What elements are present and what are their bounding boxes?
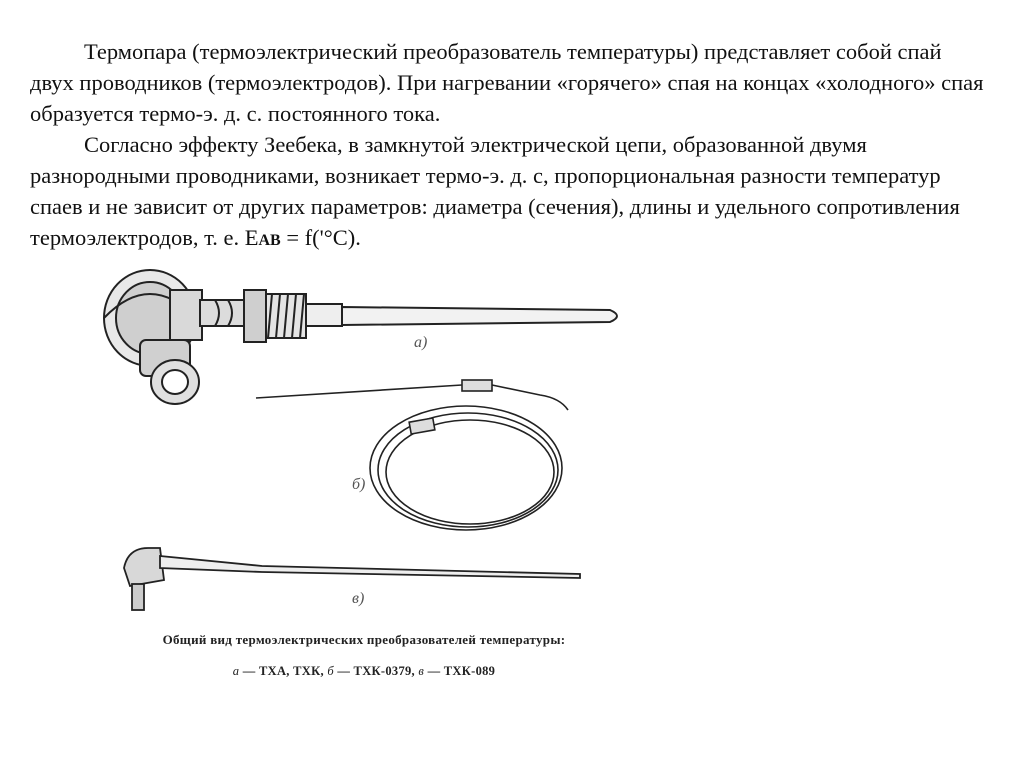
caption-a-letter: а	[232, 664, 240, 678]
label-v: в)	[352, 590, 365, 607]
caption-v-text: — ТХК-089	[424, 664, 496, 678]
main-text	[30, 36, 990, 256]
label-b: б)	[352, 476, 366, 493]
caption-a-text: — ТХА, ТХК,	[239, 664, 328, 678]
formula-subscript: AB	[258, 232, 281, 249]
label-a: а)	[414, 334, 428, 351]
figure-caption-title: Общий вид термоэлектрических преобразователей температуры:	[162, 632, 566, 647]
figure-caption-legend	[104, 664, 624, 679]
thermocouple-b-drawing	[256, 380, 568, 530]
paragraph-2	[30, 129, 990, 256]
paragraph-2-main: Согласно эффекту Зеебека, в замкнутой электрической цепи, образованной двумя разнородными проводниками, возникает термо-э. д. с, пропорциональная разности температур спаев и не зависит от других параметров: диаметра (сечения), длины и удельного сопротивления термоэлектродов, т. е. E	[30, 132, 960, 250]
formula-tail: = f('°C).	[280, 225, 361, 250]
thermocouple-a-drawing	[104, 270, 617, 404]
caption-b-letter: б	[327, 664, 334, 678]
paragraph-1: Термопара (термоэлектрический преобразователь температуры) представляет собой спай двух проводников (термоэлектродов). При нагревании «горячего» спая на концах «холодного» спая образуется термо-э. д. с. постоянного тока.	[30, 39, 984, 126]
caption-v-letter: в	[418, 664, 425, 678]
caption-b-text: — ТХК-0379,	[333, 664, 419, 678]
